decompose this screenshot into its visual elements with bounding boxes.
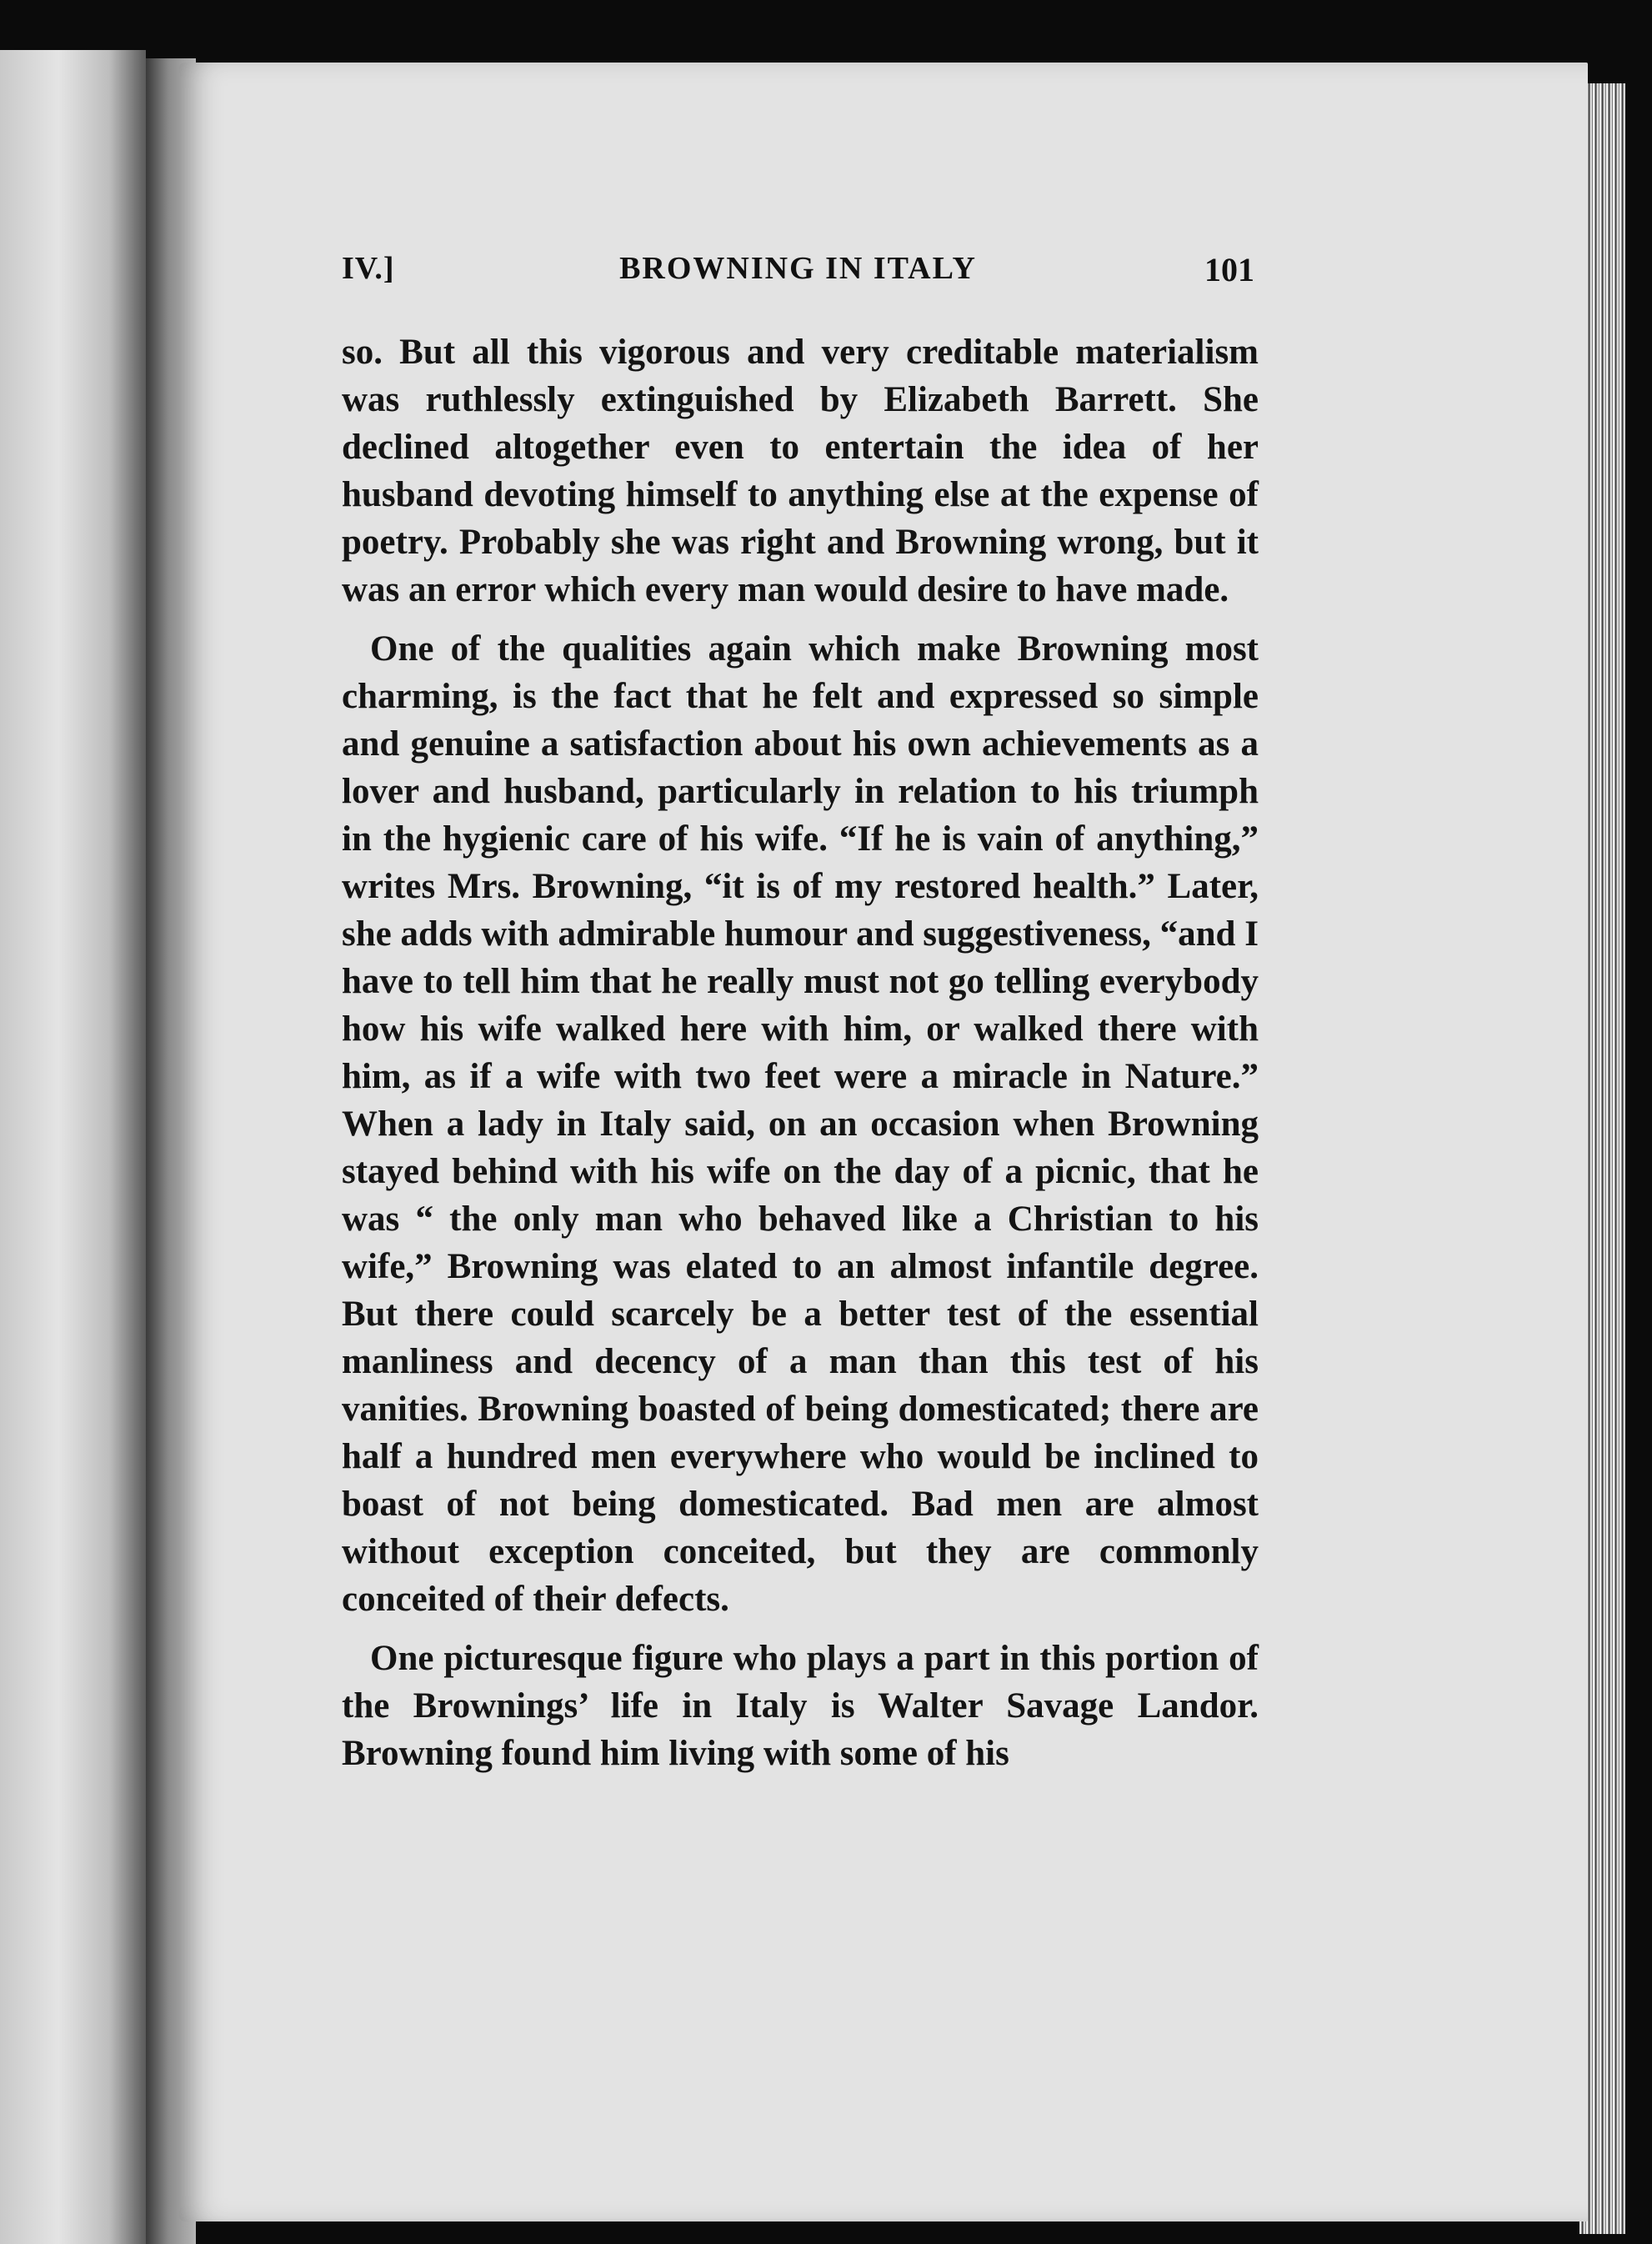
facing-page-edge [0, 50, 146, 2244]
paragraph: One of the qualities again which make Browning most charming, is the fact that he felt and expressed so simple and genuine a satisfaction about his own achievements as a lover and husband, particularly in relation to his triumph in the hygienic care of his wife. “If he is vain of anything,” writes Mrs. Browning, “it is of my restored health.” Later, she adds with admirable humour and suggestiveness, “and I have to tell him that he really must not go telling everybody how his wife walked here with him, or walked there with him, as if a wife with two feet were a miracle in Nature.” When a lady in Italy said, on an occasion when Browning stayed behind with his wife on the day of a picnic, that he was “ the only man who behaved like a Christian to his wife,” Browning was elated to an almost infantile degree. But there could scarcely be a better test of the essential manliness and decency of a man than this test of his vanities. Browning boasted of being domesticated; there are half a hundred men everywhere who would be inclined to boast of not being domesticated. Bad men are almost without exception conceited, but they are commonly conceited of their defects. [342, 629, 1259, 1619]
paragraph: One picturesque figure who plays a part in this portion of the Brownings’ life in Italy is Walter Savage Landor. Browning found him living with some of his [342, 1639, 1259, 1773]
chapter-number: IV.] [342, 251, 395, 286]
body-text [342, 328, 1259, 1777]
page-number: 101 [1204, 251, 1254, 288]
running-header [342, 250, 1254, 300]
paragraph: so. But all this vigorous and very creditable materialism was ruthlessly extinguished by Elizabeth Barrett. She declined altogether even to entertain the idea of her husband devoting himself to anything else at the expense of poetry. Probably she was right and Browning wrong, but it was an error which every man would desire to have made. [342, 333, 1259, 609]
running-title: BROWNING IN ITALY [619, 251, 977, 286]
